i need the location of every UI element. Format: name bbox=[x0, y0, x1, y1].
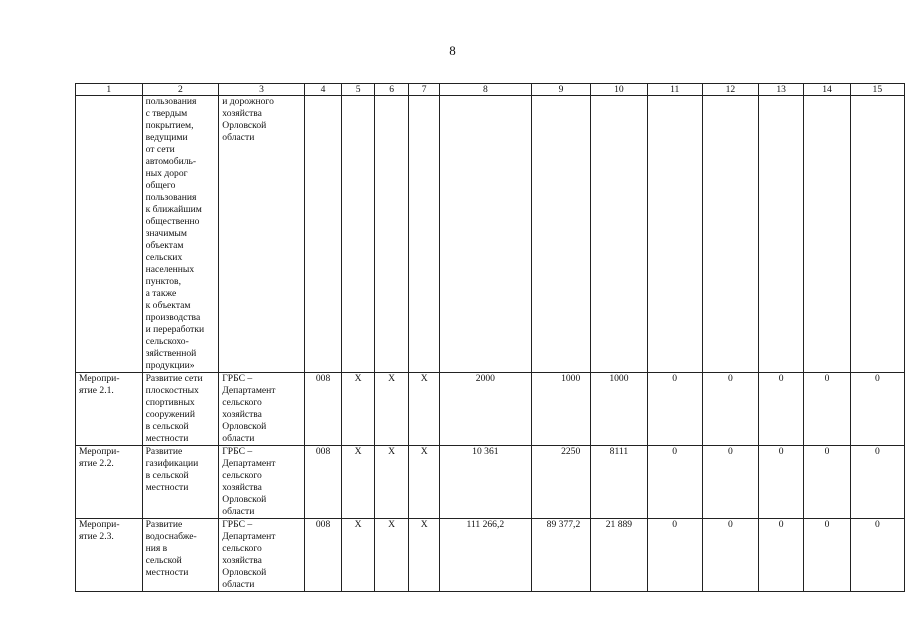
amount-cell: 0 bbox=[850, 519, 904, 592]
amount-cell: 0 bbox=[702, 519, 758, 592]
measure-name-cell: Развитие газификации в сельской местности bbox=[142, 446, 219, 519]
amount-cell: 1000 bbox=[591, 373, 647, 446]
table-cell bbox=[304, 96, 342, 373]
column-number-row bbox=[76, 84, 905, 96]
table-row bbox=[76, 373, 905, 446]
measure-name-cell: Развитие водоснабже- ния в сельской местности bbox=[142, 519, 219, 592]
measure-code-cell: Меропри- ятие 2.3. bbox=[76, 519, 143, 592]
measure-code-cell: Меропри- ятие 2.2. bbox=[76, 446, 143, 519]
table-cell bbox=[850, 96, 904, 373]
table-cell bbox=[531, 96, 591, 373]
measure-name-cell: Развитие сети плоскостных спортивных сооружений в сельской местности bbox=[142, 373, 219, 446]
measure-code-cell: Меропри- ятие 2.1. bbox=[76, 373, 143, 446]
table-cell bbox=[591, 96, 647, 373]
column-number: 10 bbox=[591, 84, 647, 96]
budget-code-cell: 008 bbox=[304, 373, 342, 446]
column-number: 7 bbox=[409, 84, 440, 96]
amount-cell: 0 bbox=[804, 519, 850, 592]
amount-cell: 8111 bbox=[591, 446, 647, 519]
column-number: 3 bbox=[219, 84, 304, 96]
amount-cell: 21 889 bbox=[591, 519, 647, 592]
amount-cell: 0 bbox=[702, 446, 758, 519]
table-cell bbox=[804, 96, 850, 373]
total-amount-cell: 2000 bbox=[439, 373, 531, 446]
amount-cell: 0 bbox=[647, 446, 702, 519]
column-number: 9 bbox=[531, 84, 591, 96]
column-number: 6 bbox=[374, 84, 409, 96]
measure-code-cell bbox=[76, 96, 143, 373]
column-number: 2 bbox=[142, 84, 219, 96]
budget-code-cell: 008 bbox=[304, 446, 342, 519]
column-number: 1 bbox=[76, 84, 143, 96]
column-number: 13 bbox=[758, 84, 803, 96]
budget-code-cell: 008 bbox=[304, 519, 342, 592]
amount-cell: 1000 bbox=[531, 373, 591, 446]
executor-cell: и дорожного хозяйства Орловской области bbox=[219, 96, 304, 373]
budget-table bbox=[75, 83, 905, 592]
table-cell: X bbox=[409, 519, 440, 592]
amount-cell: 0 bbox=[850, 446, 904, 519]
table-cell: X bbox=[374, 373, 409, 446]
table-cell bbox=[374, 96, 409, 373]
table-cell bbox=[409, 96, 440, 373]
table-cell bbox=[342, 96, 375, 373]
table-row bbox=[76, 446, 905, 519]
table-cell: X bbox=[374, 519, 409, 592]
amount-cell: 0 bbox=[758, 446, 803, 519]
table-cell: X bbox=[409, 373, 440, 446]
column-number: 15 bbox=[850, 84, 904, 96]
column-number: 12 bbox=[702, 84, 758, 96]
amount-cell: 0 bbox=[758, 373, 803, 446]
table-cell bbox=[702, 96, 758, 373]
table-cell: X bbox=[374, 446, 409, 519]
executor-cell: ГРБС – Департамент сельского хозяйства Орловской области bbox=[219, 373, 304, 446]
amount-cell: 0 bbox=[804, 373, 850, 446]
amount-cell: 0 bbox=[647, 519, 702, 592]
table-cell: X bbox=[342, 446, 375, 519]
table-cell: X bbox=[342, 373, 375, 446]
column-number: 14 bbox=[804, 84, 850, 96]
amount-cell: 0 bbox=[850, 373, 904, 446]
table-cell bbox=[439, 96, 531, 373]
page-number: 8 bbox=[449, 43, 456, 58]
executor-cell: ГРБС – Департамент сельского хозяйства Орловской области bbox=[219, 446, 304, 519]
amount-cell: 0 bbox=[647, 373, 702, 446]
column-number: 11 bbox=[647, 84, 702, 96]
table-cell bbox=[647, 96, 702, 373]
amount-cell: 0 bbox=[702, 373, 758, 446]
total-amount-cell: 111 266,2 bbox=[439, 519, 531, 592]
measure-name-cell: пользования с твердым покрытием, ведущими от сети автомобиль- ных дорог общего пользования к ближайшим общественно значимым объектам сельских населенных пунктов, а также к объектам производства и переработки сельскохо- зяйственной продукции» bbox=[142, 96, 219, 373]
column-number: 4 bbox=[304, 84, 342, 96]
amount-cell: 89 377,2 bbox=[531, 519, 591, 592]
total-amount-cell: 10 361 bbox=[439, 446, 531, 519]
executor-cell: ГРБС – Департамент сельского хозяйства Орловской области bbox=[219, 519, 304, 592]
table-cell: X bbox=[409, 446, 440, 519]
amount-cell: 2250 bbox=[531, 446, 591, 519]
amount-cell: 0 bbox=[758, 519, 803, 592]
amount-cell: 0 bbox=[804, 446, 850, 519]
table-row bbox=[76, 519, 905, 592]
table-cell: X bbox=[342, 519, 375, 592]
table-row bbox=[76, 96, 905, 373]
table-cell bbox=[758, 96, 803, 373]
column-number: 5 bbox=[342, 84, 375, 96]
column-number: 8 bbox=[439, 84, 531, 96]
